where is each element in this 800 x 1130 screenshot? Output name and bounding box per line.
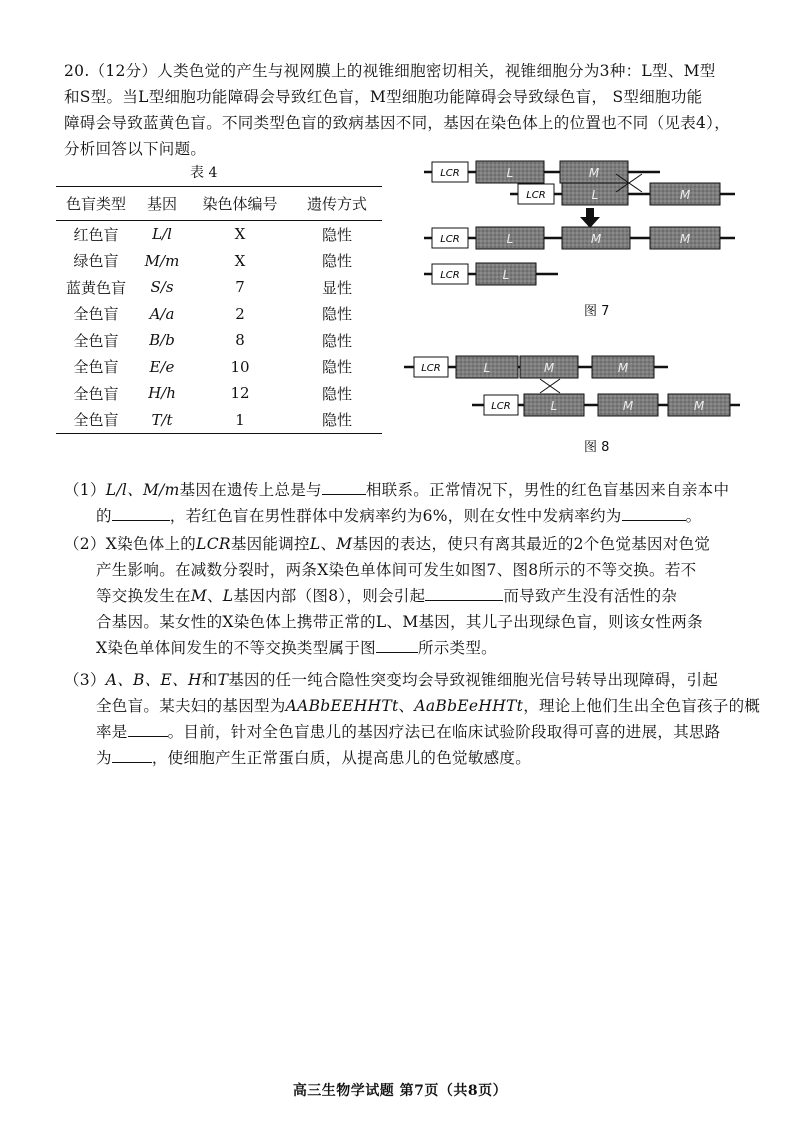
cell-inheritance: 隐性	[321, 384, 352, 403]
header-type: 色盲类型	[56, 187, 136, 221]
q3-genotype-1: AABbEEHHTt	[285, 697, 399, 715]
q3-sep: 、	[398, 697, 415, 715]
table-row	[56, 274, 382, 301]
figure-8	[400, 345, 750, 425]
q1-line-2	[64, 503, 754, 529]
header-chromosome: 染色体编号	[188, 187, 292, 221]
cell-type: 全色盲	[73, 358, 119, 377]
table-row	[56, 301, 382, 328]
gene-l-label: L	[550, 399, 558, 413]
gene-m-label: M	[590, 232, 602, 246]
q2-text: 基因内部（图8），则会引起	[233, 587, 426, 605]
answer-blank[interactable]	[112, 746, 152, 763]
table-row	[56, 327, 382, 354]
q3-text: 率是	[96, 723, 128, 741]
q3-line-1	[64, 667, 764, 693]
cell-chromosome: 8	[235, 331, 245, 350]
intro-line-4: 分析回答以下问题。	[64, 140, 207, 158]
q3-text: ，使细胞产生正常蛋白质，从提高患儿的色觉敏感度。	[151, 749, 532, 767]
cell-chromosome: 12	[230, 384, 250, 403]
q1-text: 相联系。正常情况下，男性的红色盲基因来自亲本中	[365, 481, 730, 499]
q1-genes: L/l、M/m	[105, 481, 180, 499]
gene-m-label: M	[588, 166, 600, 180]
q3-text: 全色盲。某夫妇的基因型为	[96, 697, 286, 715]
gene-m-label: M	[679, 232, 691, 246]
cell-chromosome: X	[234, 225, 246, 244]
q1-text: 基因在遗传上总是与	[179, 481, 322, 499]
gene-l-label: L	[506, 166, 514, 180]
cell-gene: E/e	[149, 357, 175, 376]
q1-text: 。	[685, 507, 702, 525]
sub-question-2	[64, 531, 764, 661]
lcr-label: LCR	[440, 270, 460, 281]
intro-line-2: 和S型。当L型细胞功能障碍会导致红色盲，M型细胞功能障碍会导致绿色盲， S型细胞功能	[64, 88, 703, 106]
q3-line-3	[64, 719, 764, 745]
cell-gene: H/h	[148, 384, 176, 403]
header-inheritance: 遗传方式	[292, 187, 382, 221]
cell-type: 红色盲	[73, 225, 119, 244]
q3-line-4	[64, 745, 764, 771]
cell-inheritance: 隐性	[321, 252, 352, 271]
cell-type: 全色盲	[73, 305, 119, 324]
cell-type: 全色盲	[56, 407, 136, 434]
gene-l-label: L	[483, 361, 491, 375]
cell-inheritance: 隐性	[321, 331, 352, 350]
q2-gene-l: L	[222, 587, 234, 605]
cell-inheritance: 隐性	[321, 358, 352, 377]
cell-inheritance: 显性	[321, 278, 352, 297]
q2-text: 而导致产生没有活性的杂	[503, 587, 678, 605]
q1-text: 的	[96, 507, 112, 525]
gene-l-label: L	[506, 232, 514, 246]
cell-type: 蓝黄色盲	[65, 278, 126, 297]
intro-line-1: 20.（12分）人类色觉的产生与视网膜上的视锥细胞密切相关，视锥细胞分为3种：L型、M型	[64, 62, 716, 80]
q2-line-1	[64, 531, 764, 557]
table-row	[56, 248, 382, 275]
q2-text: X染色单体间发生的不等交换类型属于图	[96, 639, 376, 657]
q2-lcr: LCR	[196, 535, 231, 553]
answer-blank[interactable]	[425, 584, 503, 601]
q2-line-4: 合基因。某女性的X染色体上携带正常的L、M基因，其儿子出现绿色盲，则该女性两条	[96, 613, 703, 631]
q2-text: 所示类型。	[417, 639, 497, 657]
answer-blank[interactable]	[112, 504, 170, 521]
q1-text: ，若红色盲在男性群体中发病率约为6%，则在女性中发病率约为	[169, 507, 622, 525]
q3-genotype-2: AaBbEeHHTt	[414, 697, 524, 715]
gene-m-label: M	[617, 361, 629, 375]
gene-m-label: M	[693, 399, 705, 413]
cell-gene: L/l	[152, 225, 172, 244]
answer-blank[interactable]	[376, 636, 418, 653]
cell-inheritance: 隐性	[292, 407, 382, 434]
q2-sep: 、	[206, 587, 223, 605]
q2-line-5	[64, 635, 764, 661]
question-intro	[64, 58, 730, 162]
q2-text: （2）X染色体上的	[64, 535, 197, 553]
cell-chromosome: 10	[230, 357, 250, 376]
cell-chromosome: X	[234, 251, 246, 270]
cell-type: 全色盲	[73, 384, 119, 403]
q2-gene-m: M	[336, 535, 353, 553]
answer-blank[interactable]	[322, 478, 366, 495]
table-row	[56, 221, 382, 248]
cell-gene: A/a	[149, 304, 175, 323]
lcr-label: LCR	[440, 234, 460, 245]
lcr-label: LCR	[421, 363, 441, 374]
lcr-label: LCR	[491, 401, 511, 412]
sub-question-1	[64, 477, 754, 529]
gene-l-label: L	[502, 268, 510, 282]
cell-chromosome: 7	[235, 278, 245, 297]
table-row	[56, 354, 382, 381]
figure-7-label: 图 7	[584, 304, 610, 319]
q3-text: ，理论上他们生出全色盲孩子的概	[523, 697, 761, 715]
q2-text: 等交换发生在	[96, 587, 191, 605]
q3-gene-t: T	[217, 671, 229, 689]
q2-text: 基因能调控	[230, 535, 310, 553]
gene-m-label: M	[622, 399, 634, 413]
table-header-row	[56, 187, 382, 221]
table-caption: 表 4	[190, 165, 218, 181]
cell-chromosome: 1	[188, 407, 292, 434]
gene-m-label: M	[679, 188, 691, 202]
q3-text: 。目前，针对全色盲患儿的基因疗法已在临床试验阶段取得可喜的进展，其思路	[167, 723, 721, 741]
cell-chromosome: 2	[235, 304, 245, 323]
figure-7	[410, 150, 750, 295]
cell-gene: S/s	[150, 278, 174, 297]
cell-gene: M/m	[144, 251, 180, 270]
cell-gene: B/b	[149, 331, 175, 350]
lcr-label: LCR	[440, 168, 460, 179]
q3-text: 为	[96, 749, 112, 767]
q3-line-2	[64, 693, 764, 719]
q2-line-3	[64, 583, 764, 609]
q2-text: 基因的表达，使只有离其最近的2个色觉基因对色觉	[352, 535, 711, 553]
cell-inheritance: 隐性	[321, 225, 352, 244]
answer-blank[interactable]	[128, 720, 168, 737]
q2-line-2: 产生影响。在减数分裂时，两条X染色单体间可发生如图7、图8所示的不等交换。若不	[96, 561, 697, 579]
q3-text: （3）	[64, 671, 106, 689]
down-arrow-icon	[580, 208, 600, 228]
header-gene: 基因	[136, 187, 188, 221]
q2-sep: 、	[320, 535, 337, 553]
figure-8-label: 图 8	[584, 440, 610, 455]
cell-gene: T/t	[136, 407, 188, 434]
page-footer: 高三生物学试题 第7页（共8页）	[292, 1083, 508, 1099]
q3-text: 和	[201, 671, 218, 689]
cell-type: 全色盲	[73, 331, 119, 350]
gene-l-label: L	[591, 188, 599, 202]
lcr-label: LCR	[526, 190, 546, 201]
intro-line-3: 障碍会导致蓝黄色盲。不同类型色盲的致病基因不同，基因在染色体上的位置也不同（见表4），	[64, 114, 731, 132]
table-row	[56, 380, 382, 407]
q2-gene-m: M	[190, 587, 207, 605]
cell-type: 绿色盲	[73, 252, 119, 271]
q2-gene-l: L	[309, 535, 321, 553]
q3-text: 基因的任一纯合隐性突变均会导致视锥细胞光信号转导出现障碍，引起	[228, 671, 719, 689]
table-row	[56, 407, 382, 434]
cell-inheritance: 隐性	[321, 305, 352, 324]
q1-line-1: （1）L/l、M/m基因在遗传上总是与 相联系。正常情况下，男性的红色盲基因来自亲本中	[64, 477, 754, 503]
q3-genes: A、B、E、H	[105, 671, 202, 689]
sub-question-3	[64, 667, 764, 771]
answer-blank[interactable]	[622, 504, 686, 521]
gene-m-label: M	[543, 361, 555, 375]
table-4	[56, 186, 382, 434]
